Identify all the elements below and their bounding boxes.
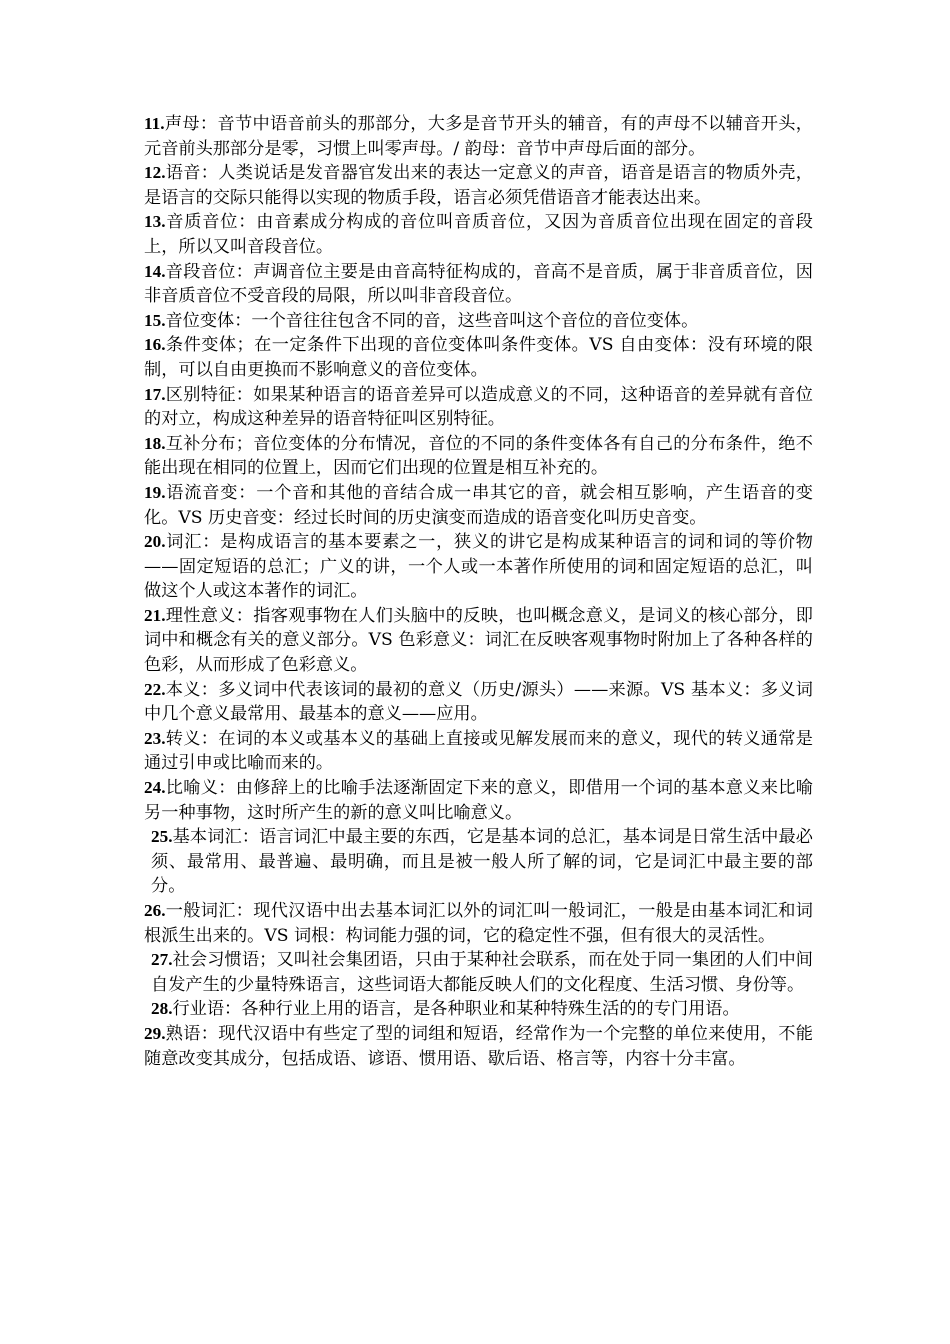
glossary-entry [144, 948, 813, 997]
glossary-entry [144, 333, 813, 382]
entry-text: 理性意义：指客观事物在人们头脑中的反映，也叫概念意义，是词义的核心部分，即词中和概念有关的意义部分。VS 色彩意义：词汇在反映客观事物时附加上了各种各样的色彩，从而形成了色彩意义。 [144, 605, 813, 676]
entry-text: 词汇：是构成语言的基本要素之一，狭义的讲它是构成某种语言的词和词的等价物——固定短语的总汇；广义的讲，一个人或一本著作所使用的词和固定短语的总汇，叫做这个人或这本著作的词汇。 [144, 532, 813, 602]
entry-number: 26. [144, 901, 166, 920]
entry-number: 18. [144, 433, 166, 453]
entry-text: 行业语：各种行业上用的语言，是各种职业和某种特殊生活的的专门用语。 [172, 999, 740, 1020]
glossary-entry [144, 1022, 813, 1071]
entry-text: 社会习惯语；又叫社会集团语，只由于某种社会联系，而在处于同一集团的人们中间自发产生的少量特殊语言，这些词语大都能反映人们的文化程度、生活习惯、身份等。 [151, 950, 813, 995]
entry-number: 25. [151, 827, 173, 847]
entry-number: 29. [144, 1023, 166, 1043]
entry-number: 14. [144, 261, 166, 281]
entry-number: 15. [144, 310, 166, 330]
entry-text: 区别特征：如果某种语言的语音差异可以造成意义的不同，这种语音的差异就有音位的对立，构成这种差异的语音特征叫区别特征。 [144, 384, 813, 430]
glossary-entry [144, 825, 813, 899]
entry-text: 语音：人类说话是发音器官发出来的表达一定意义的声音，语音是语言的物质外壳，是语言的交际只能得以实现的物质手段，语言必须凭借语音才能表达出来。 [144, 163, 813, 208]
glossary-entry [144, 776, 813, 825]
entry-text: 条件变体；在一定条件下出现的音位变体叫条件变体。VS 自由变体：没有环境的限制，可以自由更换而不影响意义的音位变体。 [144, 335, 813, 380]
entry-number: 28. [151, 999, 173, 1019]
entry-text: 音段音位：声调音位主要是由音高特征构成的，音高不是音质，属于非音质音位，因非音质音位不受音段的局限，所以叫非音段音位。 [144, 261, 813, 307]
entry-number: 13. [144, 212, 166, 232]
entry-text: 音质音位：由音素成分构成的音位叫音质音位，又因为音质音位出现在固定的音段上，所以又叫音段音位。 [144, 212, 813, 257]
glossary-entry [144, 161, 813, 210]
entry-number: 27. [151, 950, 173, 970]
entry-text: 本义：多义词中代表该词的最初的意义（历史/源头）——来源。VS 基本义：多义词中几个意义最常用、最基本的意义——应用。 [144, 679, 813, 725]
glossary-entry [144, 260, 813, 309]
glossary-entry [144, 383, 813, 432]
entry-text: 互补分布；音位变体的分布情况，音位的不同的条件变体各有自己的分布条件，绝不能出现在相同的位置上，因而它们出现的位置是相互补充的。 [144, 433, 813, 479]
entry-number: 23. [144, 728, 166, 748]
entry-number: 20. [144, 532, 166, 552]
entry-number: 12. [144, 163, 166, 183]
entry-text: 转义：在词的本义或基本义的基础上直接或见解发展而来的意义，现代的转义通常是通过引申或比喻而来的。 [144, 728, 813, 774]
glossary-entry [144, 432, 813, 481]
entry-number: 22. [144, 679, 166, 699]
entry-number: 19. [144, 482, 166, 502]
entry-number: 24. [144, 778, 166, 798]
glossary-entry [144, 997, 813, 1022]
glossary-entry [144, 678, 813, 727]
entry-text: 比喻义：由修辞上的比喻手法逐渐固定下来的意义，即借用一个词的基本意义来比喻另一种事物，这时所产生的新的意义叫比喻意义。 [144, 778, 813, 823]
glossary-entry [144, 481, 813, 530]
entry-text: 基本词汇：语言词汇中最主要的东西，它是基本词的总汇，基本词是日常生活中最必须、最常用、最普遍、最明确，而且是被一般人所了解的词，它是词汇中最主要的部分。 [151, 827, 813, 897]
glossary-entry [144, 530, 813, 604]
glossary-entry [144, 899, 813, 948]
entry-number: 17. [144, 384, 166, 404]
entry-text: 熟语：现代汉语中有些定了型的词组和短语，经常作为一个完整的单位来使用，不能随意改变其成分，包括成语、谚语、惯用语、歇后语、格言等，内容十分丰富。 [144, 1023, 813, 1069]
glossary-entry [144, 727, 813, 776]
glossary-entry [144, 112, 813, 161]
entry-number: 21. [144, 605, 166, 625]
glossary-entry [144, 604, 813, 678]
entry-number: 11. [144, 114, 165, 133]
entry-text: 音位变体：一个音往往包含不同的音，这些音叫这个音位的音位变体。 [165, 310, 699, 331]
entry-number: 16. [144, 335, 166, 355]
entry-text: 语流音变：一个音和其他的音结合成一串其它的音，就会相互影响，产生语音的变化。VS 历史音变：经过长时间的历史演变而造成的语音变化叫历史音变。 [144, 482, 813, 528]
entry-text: 声母：音节中语音前头的那部分，大多是音节开头的辅音，有的声母不以辅音开头，元音前头那部分是零，习惯上叫零声母。/ 韵母：音节中声母后面的部分。 [144, 114, 813, 159]
glossary-entry [144, 210, 813, 259]
glossary-entry [144, 309, 813, 334]
entry-text: 一般词汇：现代汉语中出去基本词汇以外的词汇叫一般词汇，一般是由基本词汇和词根派生出来的。VS 词根：构词能力强的词，它的稳定性不强，但有很大的灵活性。 [144, 901, 813, 946]
glossary-list [144, 112, 813, 1071]
